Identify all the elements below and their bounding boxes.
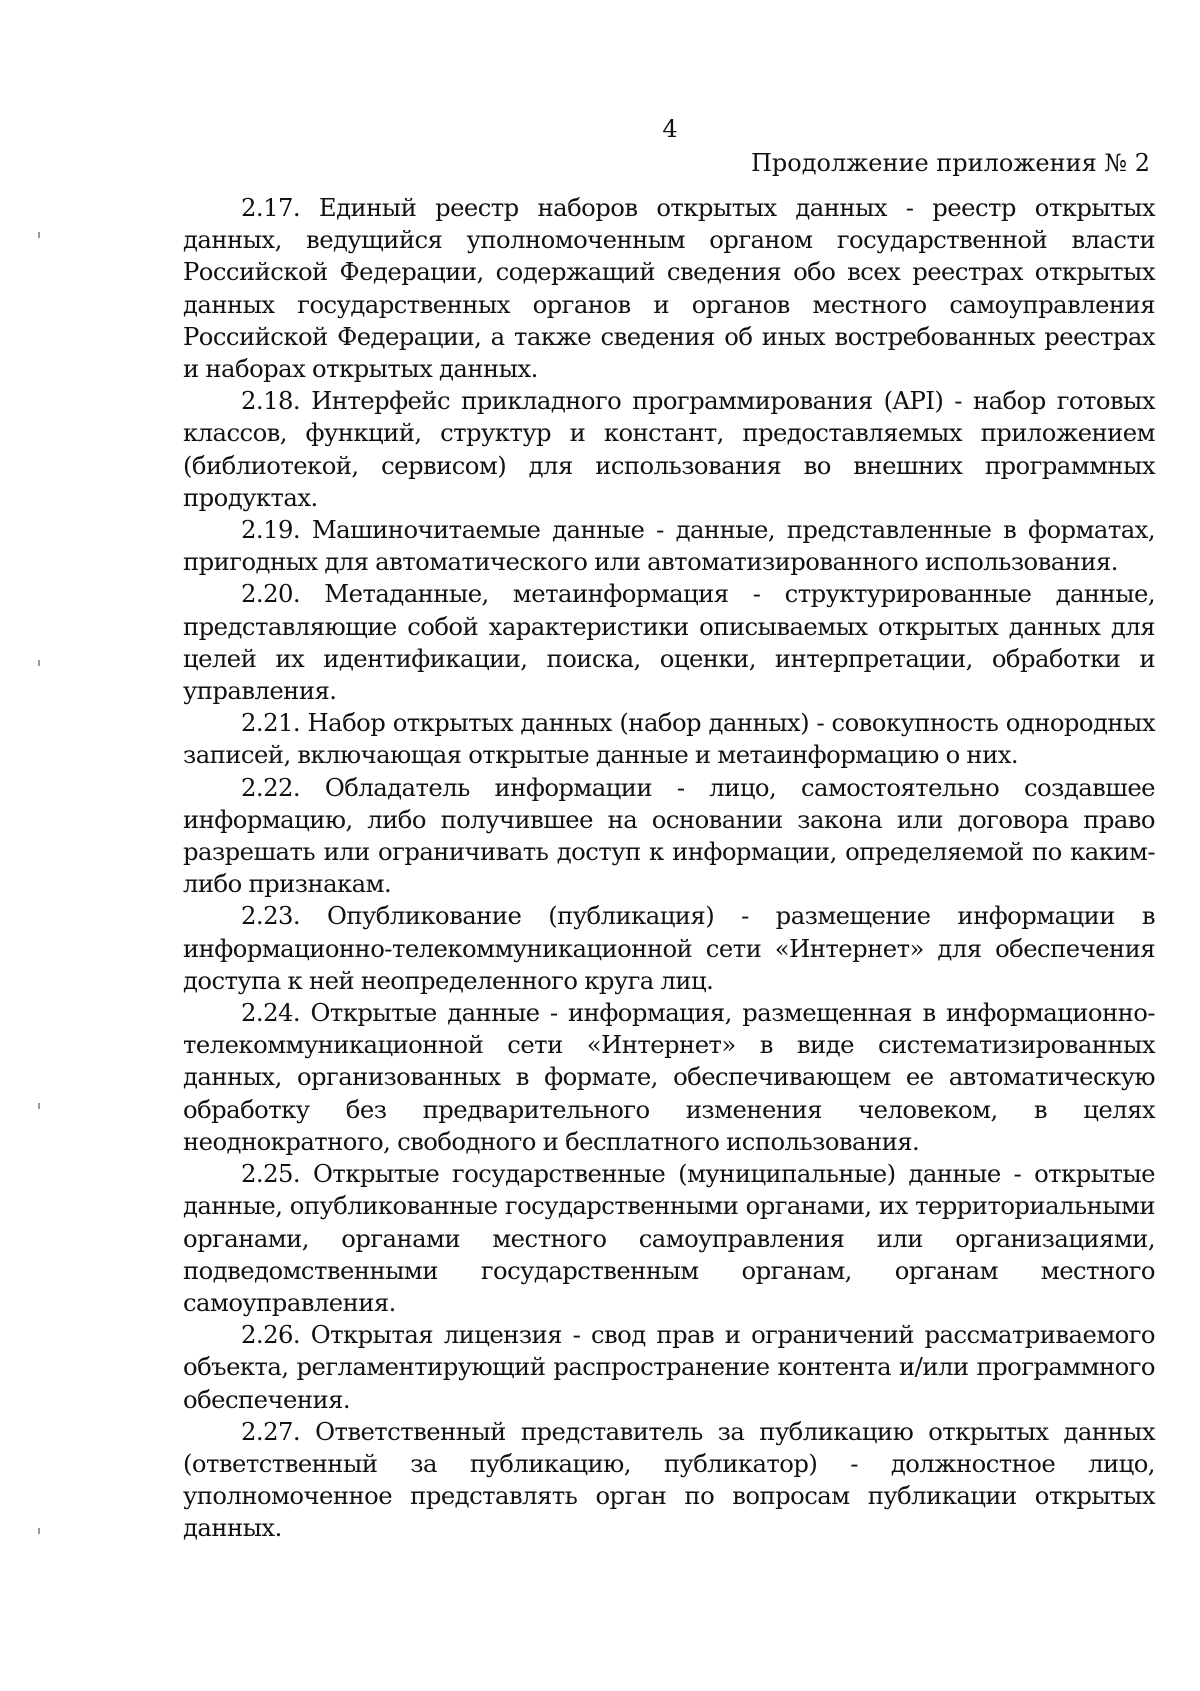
definition-paragraph-2-19: 2.19. Машиночитаемые данные - данные, представленные в форматах, пригодных для автоматического или автоматизированного использования. bbox=[183, 515, 1155, 577]
definition-paragraph-2-25: 2.25. Открытые государственные (муниципальные) данные - открытые данные, опубликованные государственными органами, их территориальными органами, органами местного самоуправления или организациями, подведомственными государственным органам, органам местного самоуправления. bbox=[183, 1159, 1155, 1317]
margin-tick bbox=[38, 1528, 40, 1534]
definition-paragraph-2-23: 2.23. Опубликование (публикация) - размещение информации в информационно-телекоммуникационной сети «Интернет» для обеспечения доступа к ней неопределенного круга лиц. bbox=[183, 901, 1155, 995]
page-number: 4 bbox=[662, 115, 678, 143]
definitions-body bbox=[183, 192, 1155, 1545]
definition-paragraph-2-17: 2.17. Единый реестр наборов открытых данных - реестр открытых данных, ведущийся уполномоченным органом государственной власти Российской Федерации, содержащий сведения обо всех реестрах открытых данных государственных органов и органов местного самоуправления Российской Федерации, а также сведения об иных востребованных реестрах и наборах открытых данных. bbox=[183, 193, 1155, 384]
definition-paragraph-2-27: 2.27. Ответственный представитель за публикацию открытых данных (ответственный за публикацию, публикатор) - должностное лицо, уполномоченное представлять орган по вопросам публикации открытых данных. bbox=[183, 1416, 1155, 1543]
definition-paragraph-2-18: 2.18. Интерфейс прикладного программирования (API) - набор готовых классов, функций, структур и констант, предоставляемых приложением (библиотекой, сервисом) для использования во внешних программных продуктах. bbox=[183, 386, 1155, 512]
definition-paragraph-2-20: 2.20. Метаданные, метаинформация - структурированные данные, представляющие собой характеристики описываемых открытых данных для целей их идентификации, поиска, оценки, интерпретации, обработки и управления. bbox=[183, 579, 1155, 706]
margin-tick bbox=[38, 232, 40, 238]
definition-paragraph-2-21: 2.21. Набор открытых данных (набор данных) - совокупность однородных записей, включающая открытые данные и метаинформацию о них. bbox=[183, 708, 1155, 770]
appendix-continuation-note: Продолжение приложения № 2 bbox=[750, 149, 1150, 177]
margin-tick bbox=[38, 1103, 40, 1109]
definition-paragraph-2-26: 2.26. Открытая лицензия - свод прав и ограничений рассматриваемого объекта, регламентирующий распространение контента и/или программного обеспечения. bbox=[183, 1320, 1155, 1414]
definition-paragraph-2-24: 2.24. Открытые данные - информация, размещенная в информационно-телекоммуникационной сети «Интернет» в виде систематизированных данных, организованных в формате, обеспечивающем ее автоматическую обработку без предварительного изменения человеком, в целях неоднократного, свободного и бесплатного использования. bbox=[183, 998, 1155, 1156]
margin-tick bbox=[38, 660, 40, 666]
definition-paragraph-2-22: 2.22. Обладатель информации - лицо, самостоятельно создавшее информацию, либо получившее на основании закона или договора право разрешать или ограничивать доступ к информации, определяемой по каким-либо признакам. bbox=[183, 772, 1155, 899]
